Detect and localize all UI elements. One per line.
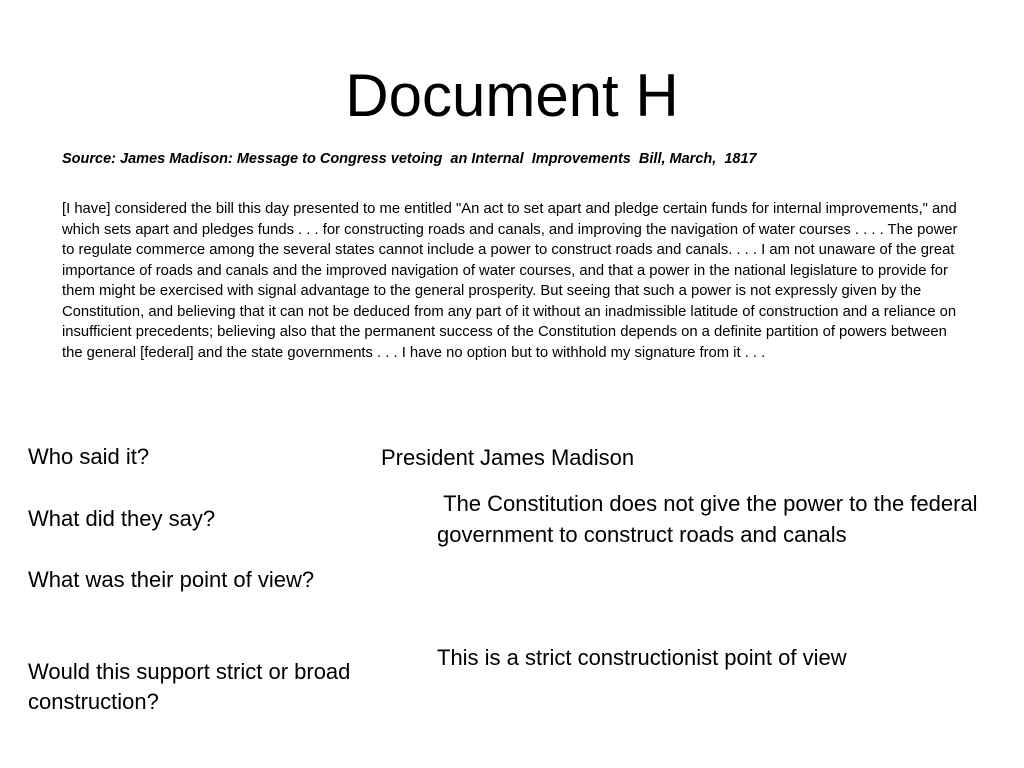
- answer-who-said-it: President James Madison: [381, 445, 635, 470]
- question-who-said-it: Who said it?: [28, 444, 150, 469]
- question-point-of-view: What was their point of view?: [28, 567, 315, 592]
- page-title: Document H: [345, 62, 679, 129]
- answer-strict-or-broad: This is a strict constructionist point of view: [437, 645, 847, 670]
- question-what-did-they-say: What did they say?: [28, 506, 216, 531]
- question-strict-or-broad: Would this support strict or broad construction?: [28, 659, 351, 714]
- document-excerpt: [I have] considered the bill this day presented to me entitled "An act to set apart and pledge certain funds for internal improvements," and which sets apart and pledges funds . . . for constructing roads and canals, and improving the navigation of water courses . . . . The power to regulate commerce among the several states cannot include a power to construct roads and canals. . . . I am not unaware of the great importance of roads and canals and the improved navigation of water courses, and that a power in the national legislature to provide for them might be exercised with signal advantage to the general prosperity. But seeing that such a power is not expressly given by the Constitution, and believing that it can not be deduced from any part of it without an inadmissible latitude of construction and a reliance on insufficient precedents; believing also that the permanent success of the Constitution depends on a definite partition of powers between the general [federal] and the state governments . . . I have no option but to withhold my signature from it . . .: [62, 201, 958, 361]
- answer-what-did-they-say: The Constitution does not give the power to the federal government to construct roads and canals: [437, 491, 984, 547]
- source-citation: Source: James Madison: Message to Congress vetoing an Internal Improvements Bill, March, 1817: [62, 151, 757, 167]
